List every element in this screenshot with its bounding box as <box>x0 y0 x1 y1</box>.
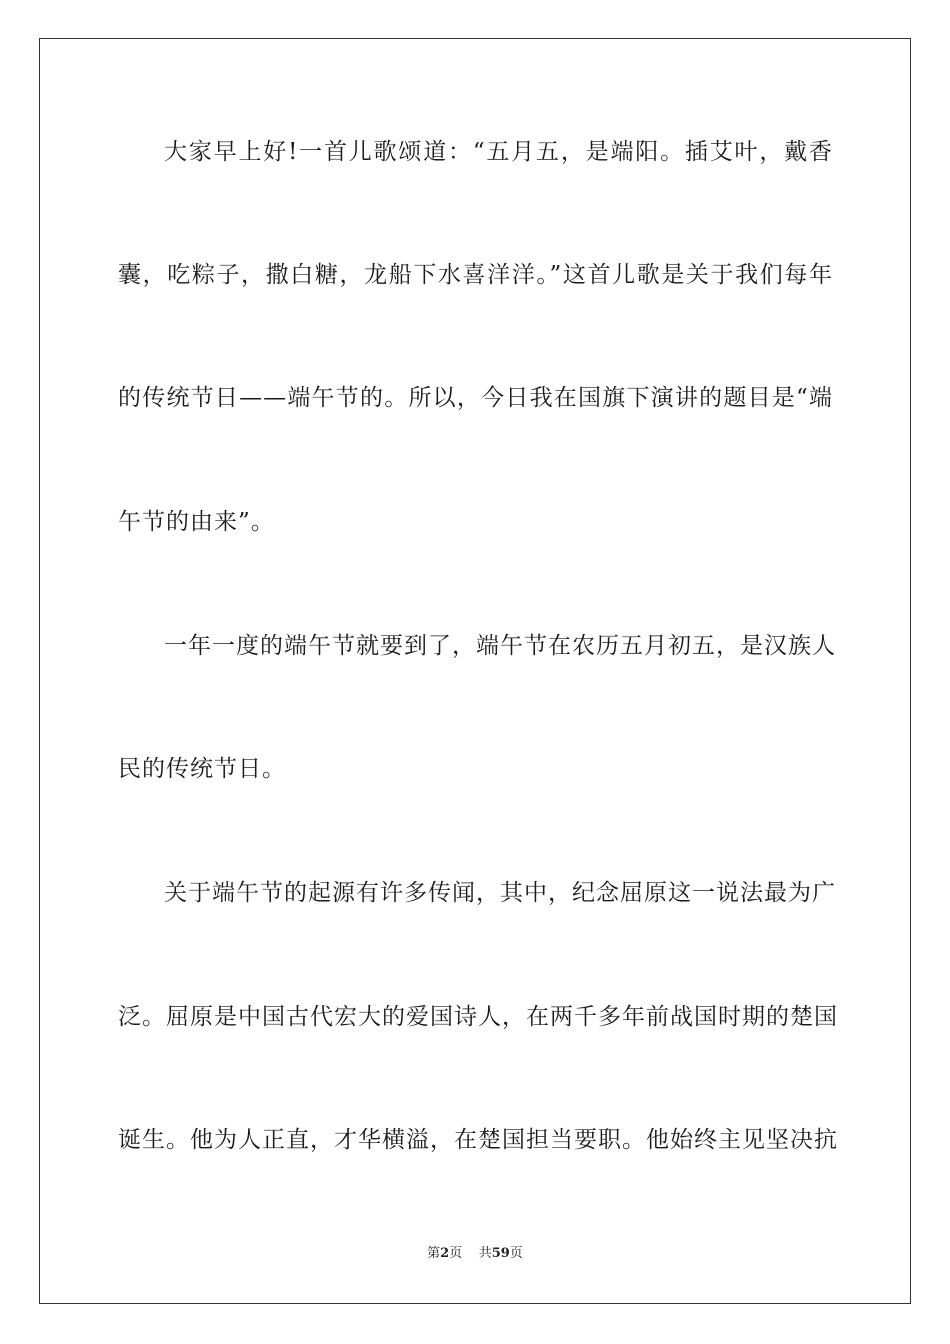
text-line-1: 大家早上好!一首儿歌颂道：“五月五，是端阳。插艾叶，戴香 <box>164 139 833 165</box>
text-line-4: 午节的由来”。 <box>118 509 275 535</box>
text-line-9: 诞生。他为人正直，才华横溢，在楚国担当要职。他始终主见坚决抗 <box>118 1127 838 1153</box>
text-line-2: 囊，吃粽子，撒白糖，龙船下水喜洋洋。”这首儿歌是关于我们每年 <box>118 262 833 288</box>
text-line-8: 泛。屈原是中国古代宏大的爱国诗人，在两千多年前战国时期的楚国 <box>118 1004 838 1030</box>
text-line-5: 一年一度的端午节就要到了，端午节在农历五月初五，是汉族人 <box>164 633 836 659</box>
footer-total-pages: 59 <box>491 1246 510 1261</box>
text-line-7: 关于端午节的起源有许多传闻，其中，纪念屈原这一说法最为广 <box>164 880 836 906</box>
footer-page-suffix: 页 <box>449 1246 463 1261</box>
footer-total-suffix: 页 <box>509 1246 523 1261</box>
footer-total-prefix: 共 <box>478 1246 492 1261</box>
footer-prefix: 第 <box>427 1246 441 1261</box>
text-line-3: 的传统节日——端午节的。所以，今日我在国旗下演讲的题目是“端 <box>118 385 833 411</box>
page-footer <box>0 1245 950 1263</box>
page-border <box>39 38 911 1304</box>
footer-page-number: 2 <box>440 1246 450 1261</box>
text-line-6: 民的传统节日。 <box>118 756 286 782</box>
